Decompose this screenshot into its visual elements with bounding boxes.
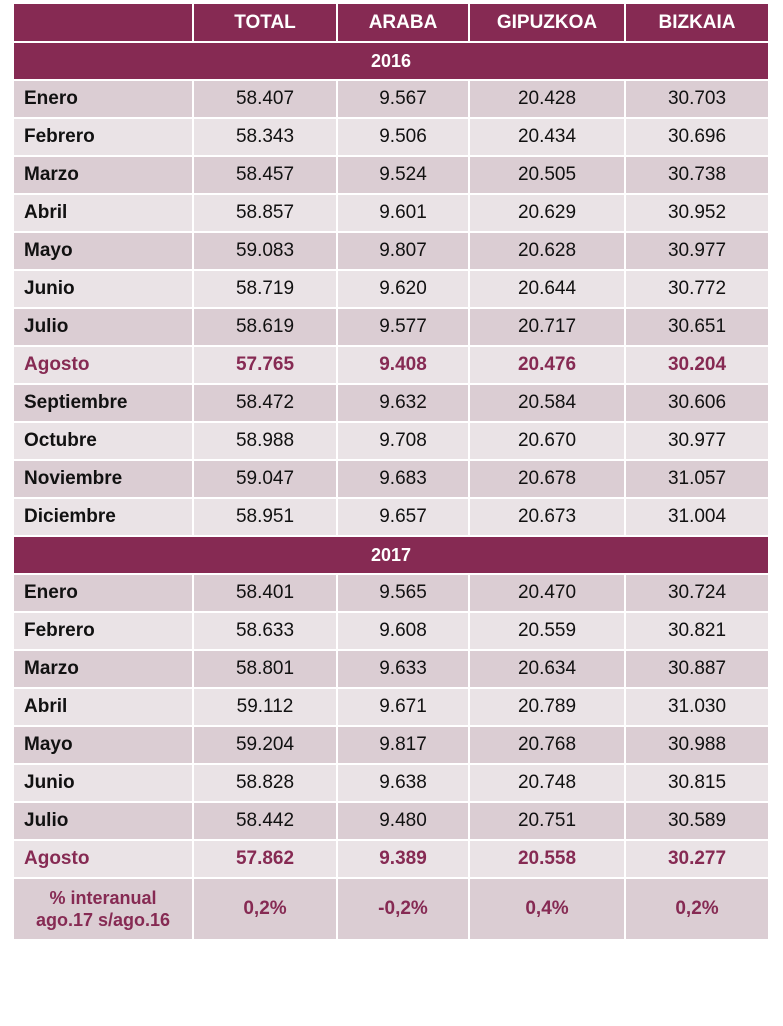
cell-total: 58.401 <box>193 574 337 612</box>
cell-gipuzkoa: 20.670 <box>469 422 625 460</box>
cell-bizkaia: 30.696 <box>625 118 769 156</box>
summary-cell-bizkaia: 0,2% <box>625 878 769 940</box>
summary-cell-araba: -0,2% <box>337 878 469 940</box>
cell-gipuzkoa: 20.505 <box>469 156 625 194</box>
cell-araba: 9.408 <box>337 346 469 384</box>
table-row <box>13 498 769 536</box>
table-row <box>13 270 769 308</box>
cell-bizkaia: 30.977 <box>625 232 769 270</box>
column-header-gipuzkoa: GIPUZKOA <box>469 3 625 42</box>
column-header-row <box>13 3 769 42</box>
cell-araba: 9.657 <box>337 498 469 536</box>
cell-araba: 9.683 <box>337 460 469 498</box>
cell-bizkaia: 30.887 <box>625 650 769 688</box>
cell-araba: 9.480 <box>337 802 469 840</box>
table-row <box>13 156 769 194</box>
table-row <box>13 574 769 612</box>
cell-total: 58.472 <box>193 384 337 422</box>
header-corner <box>13 3 193 42</box>
cell-araba: 9.638 <box>337 764 469 802</box>
column-header-total: TOTAL <box>193 3 337 42</box>
cell-gipuzkoa: 20.628 <box>469 232 625 270</box>
summary-label-line2: ago.17 s/ago.16 <box>35 910 171 930</box>
cell-gipuzkoa: 20.584 <box>469 384 625 422</box>
cell-bizkaia: 30.815 <box>625 764 769 802</box>
month-label: Septiembre <box>13 384 193 422</box>
cell-bizkaia: 30.821 <box>625 612 769 650</box>
cell-gipuzkoa: 20.476 <box>469 346 625 384</box>
month-label: Julio <box>13 308 193 346</box>
cell-gipuzkoa: 20.428 <box>469 80 625 118</box>
cell-total: 58.801 <box>193 650 337 688</box>
cell-gipuzkoa: 20.644 <box>469 270 625 308</box>
cell-total: 58.719 <box>193 270 337 308</box>
cell-araba: 9.708 <box>337 422 469 460</box>
cell-gipuzkoa: 20.717 <box>469 308 625 346</box>
month-label: Julio <box>13 802 193 840</box>
table-row <box>13 802 769 840</box>
cell-total: 58.857 <box>193 194 337 232</box>
cell-total: 58.407 <box>193 80 337 118</box>
cell-total: 58.633 <box>193 612 337 650</box>
table-row <box>13 384 769 422</box>
year-section-header <box>13 536 769 574</box>
column-header-bizkaia: BIZKAIA <box>625 3 769 42</box>
table-row <box>13 308 769 346</box>
month-label: Mayo <box>13 726 193 764</box>
cell-total: 59.047 <box>193 460 337 498</box>
cell-gipuzkoa: 20.789 <box>469 688 625 726</box>
month-label: Junio <box>13 764 193 802</box>
cell-bizkaia: 30.952 <box>625 194 769 232</box>
month-label: Noviembre <box>13 460 193 498</box>
table-row <box>13 688 769 726</box>
year-label: 2016 <box>13 42 769 80</box>
cell-araba: 9.633 <box>337 650 469 688</box>
table-row <box>13 80 769 118</box>
cell-bizkaia: 30.738 <box>625 156 769 194</box>
cell-araba: 9.601 <box>337 194 469 232</box>
cell-araba: 9.389 <box>337 840 469 878</box>
cell-gipuzkoa: 20.748 <box>469 764 625 802</box>
table-row <box>13 422 769 460</box>
cell-bizkaia: 30.204 <box>625 346 769 384</box>
cell-total: 57.765 <box>193 346 337 384</box>
cell-gipuzkoa: 20.678 <box>469 460 625 498</box>
cell-araba: 9.817 <box>337 726 469 764</box>
table-row <box>13 840 769 878</box>
cell-gipuzkoa: 20.768 <box>469 726 625 764</box>
month-label: Marzo <box>13 650 193 688</box>
cell-total: 58.828 <box>193 764 337 802</box>
cell-araba: 9.620 <box>337 270 469 308</box>
table-row <box>13 460 769 498</box>
summary-cell-gipuzkoa: 0,4% <box>469 878 625 940</box>
table-body <box>13 42 769 940</box>
cell-bizkaia: 31.057 <box>625 460 769 498</box>
cell-total: 59.204 <box>193 726 337 764</box>
cell-bizkaia: 30.651 <box>625 308 769 346</box>
cell-gipuzkoa: 20.558 <box>469 840 625 878</box>
cell-gipuzkoa: 20.559 <box>469 612 625 650</box>
cell-gipuzkoa: 20.434 <box>469 118 625 156</box>
cell-bizkaia: 30.772 <box>625 270 769 308</box>
month-label: Junio <box>13 270 193 308</box>
cell-bizkaia: 30.724 <box>625 574 769 612</box>
cell-total: 58.457 <box>193 156 337 194</box>
cell-araba: 9.506 <box>337 118 469 156</box>
table-row <box>13 232 769 270</box>
cell-bizkaia: 30.606 <box>625 384 769 422</box>
unemployment-table <box>12 2 770 941</box>
cell-gipuzkoa: 20.673 <box>469 498 625 536</box>
cell-bizkaia: 31.004 <box>625 498 769 536</box>
summary-row <box>13 878 769 940</box>
cell-araba: 9.608 <box>337 612 469 650</box>
month-label: Abril <box>13 688 193 726</box>
cell-araba: 9.671 <box>337 688 469 726</box>
cell-bizkaia: 30.703 <box>625 80 769 118</box>
table-row <box>13 612 769 650</box>
cell-total: 58.988 <box>193 422 337 460</box>
summary-label-line1: % interanual <box>49 888 157 908</box>
cell-gipuzkoa: 20.470 <box>469 574 625 612</box>
year-section-header <box>13 42 769 80</box>
cell-araba: 9.807 <box>337 232 469 270</box>
summary-cell-total: 0,2% <box>193 878 337 940</box>
month-label: Mayo <box>13 232 193 270</box>
cell-gipuzkoa: 20.751 <box>469 802 625 840</box>
cell-bizkaia: 31.030 <box>625 688 769 726</box>
cell-total: 58.619 <box>193 308 337 346</box>
cell-total: 58.343 <box>193 118 337 156</box>
cell-araba: 9.565 <box>337 574 469 612</box>
month-label: Diciembre <box>13 498 193 536</box>
table-row <box>13 726 769 764</box>
month-label: Octubre <box>13 422 193 460</box>
month-label: Febrero <box>13 118 193 156</box>
month-label: Enero <box>13 80 193 118</box>
month-label: Marzo <box>13 156 193 194</box>
cell-araba: 9.632 <box>337 384 469 422</box>
month-label: Febrero <box>13 612 193 650</box>
cell-bizkaia: 30.977 <box>625 422 769 460</box>
cell-total: 58.442 <box>193 802 337 840</box>
cell-bizkaia: 30.277 <box>625 840 769 878</box>
table-row <box>13 764 769 802</box>
month-label: Agosto <box>13 346 193 384</box>
cell-araba: 9.577 <box>337 308 469 346</box>
cell-gipuzkoa: 20.634 <box>469 650 625 688</box>
table-row <box>13 346 769 384</box>
cell-bizkaia: 30.589 <box>625 802 769 840</box>
cell-bizkaia: 30.988 <box>625 726 769 764</box>
cell-total: 58.951 <box>193 498 337 536</box>
month-label: Abril <box>13 194 193 232</box>
month-label: Agosto <box>13 840 193 878</box>
table-row <box>13 118 769 156</box>
cell-araba: 9.567 <box>337 80 469 118</box>
cell-gipuzkoa: 20.629 <box>469 194 625 232</box>
cell-total: 59.083 <box>193 232 337 270</box>
table-row <box>13 650 769 688</box>
column-header-araba: ARABA <box>337 3 469 42</box>
summary-label <box>13 878 193 940</box>
cell-total: 57.862 <box>193 840 337 878</box>
year-label: 2017 <box>13 536 769 574</box>
cell-total: 59.112 <box>193 688 337 726</box>
table-row <box>13 194 769 232</box>
month-label: Enero <box>13 574 193 612</box>
cell-araba: 9.524 <box>337 156 469 194</box>
